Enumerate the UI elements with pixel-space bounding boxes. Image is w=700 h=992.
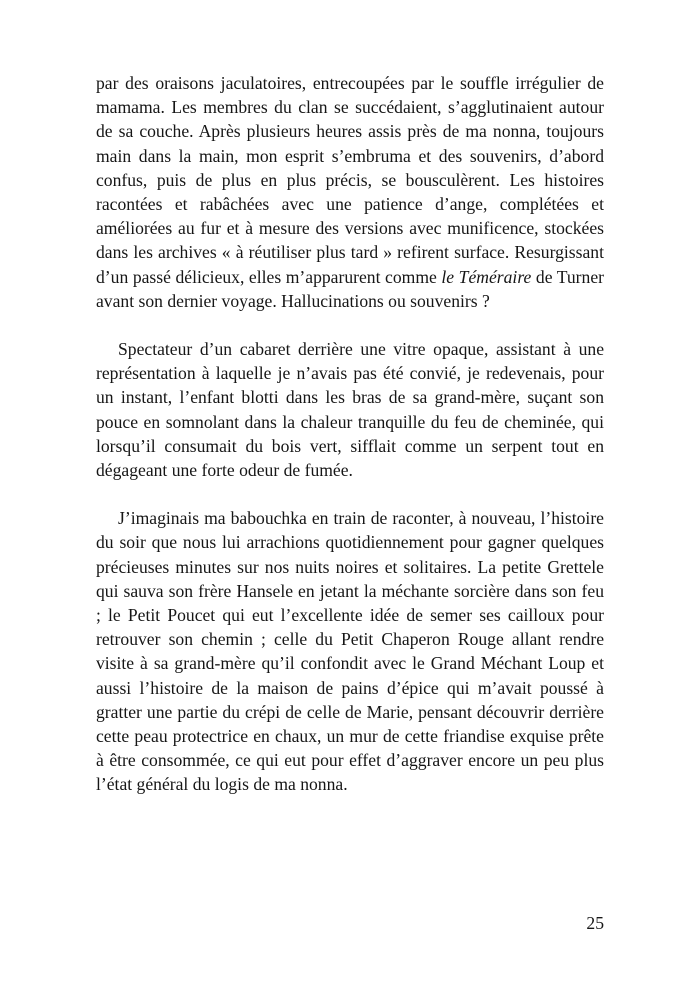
paragraph-1-text-b: de Turner avant son dernier voyage. Hallucinations ou souvenirs ? — [96, 266, 604, 311]
paragraph-2 — [96, 337, 604, 482]
body-text — [96, 71, 604, 797]
paragraph-3 — [96, 506, 604, 796]
artwork-title: le Téméraire — [441, 266, 532, 287]
page-number: 25 — [586, 913, 604, 933]
paragraph-1-text-a: par des oraisons jaculatoires, entrecoupées par le souffle irrégulier de mamama. Les membres du clan se succédaient, s’agglutinaient autour de sa couche. Après plusieurs heures assis près de ma nonna, toujours main dans la main, mon esprit s’embruma et des souvenirs, d’abord confus, puis de plus en plus précis, se bousculèrent. Les histoires racontées et rabâchées avec une patience d’ange, complétées et améliorées au fur et à mesure des versions avec munificence, stockées dans les archives « à réutiliser plus tard » refirent surface. Resurgissant d’un passé délicieux, elles m’apparurent comme — [96, 73, 604, 287]
paragraph-1 — [96, 71, 604, 313]
paragraph-3-text: J’imaginais ma babouchka en train de raconter, à nouveau, l’histoire du soir que nous lui arrachions quotidiennement pour gagner quelques précieuses minutes sur nos nuits noires et solitaires. La petite Grettele qui sauva son frère Hansele en jetant la méchante sorcière dans son feu ; le Petit Poucet qui eut l’excellente idée de semer ses cailloux pour retrouver son chemin ; celle du Petit Chaperon Rouge allant rendre visite à sa grand-mère qu’il confondit avec le Grand Méchant Loup et aussi l’histoire de la maison de pains d’épice qui m’avait poussé à gratter une partie du crépi de celle de Marie, pensant découvrir derrière cette peau protectrice en chaux, un mur de cette friandise exquise prête à être consommée, ce qui eut pour effet d’aggraver encore un peu plus l’état général du logis de ma nonna. — [96, 508, 604, 795]
paragraph-2-text: Spectateur d’un cabaret derrière une vitre opaque, assistant à une représentation à laquelle je n’avais pas été convié, je redevenais, pour un instant, l’enfant blotti dans les bras de sa grand-mère, suçant son pouce en somnolant dans la chaleur tranquille du feu de cheminée, qui lorsqu’il consumait du bois vert, sifflait comme un serpent tout en dégageant une forte odeur de fumée. — [96, 339, 604, 481]
